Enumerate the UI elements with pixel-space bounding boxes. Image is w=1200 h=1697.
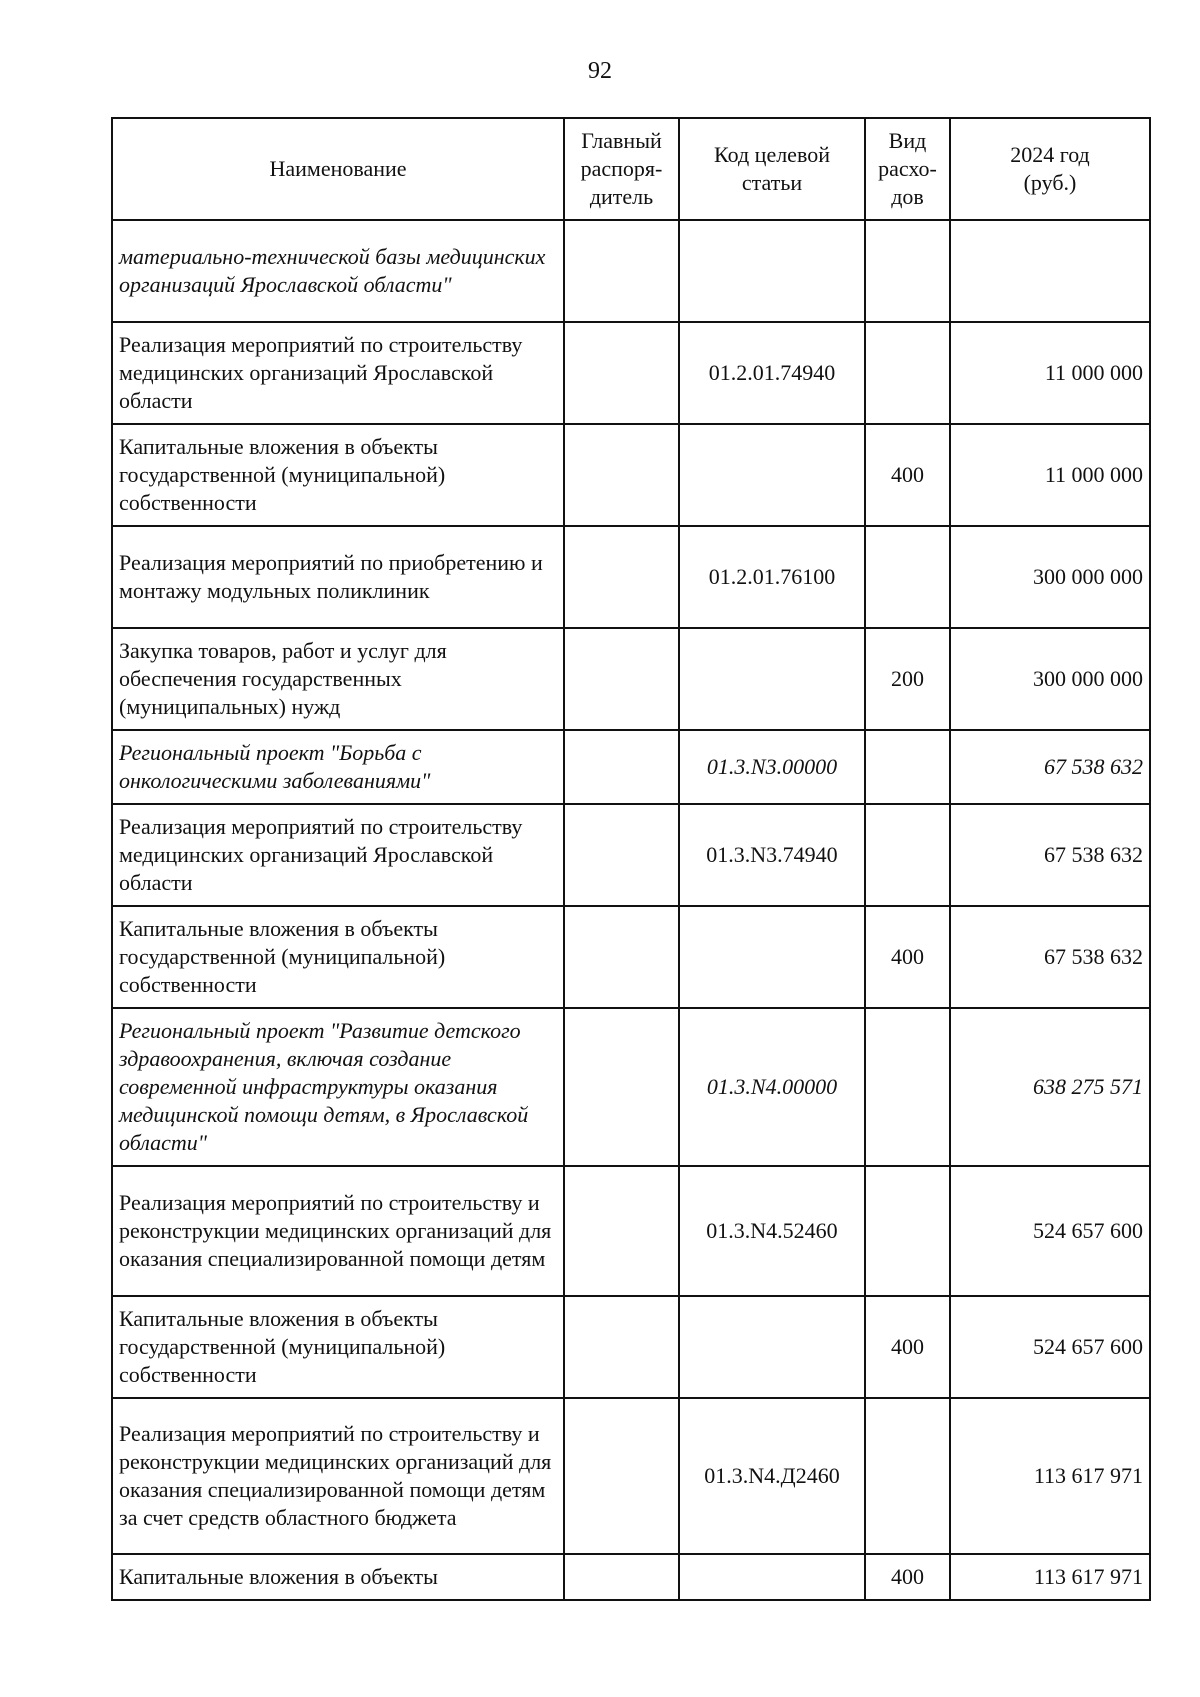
cell-code: 01.3.N4.52460: [679, 1166, 865, 1296]
table-row: [112, 1398, 1150, 1554]
table-header-row: [112, 118, 1150, 220]
cell-manager: [564, 526, 679, 628]
table-row: [112, 730, 1150, 804]
cell-manager: [564, 424, 679, 526]
cell-amount: 67 538 632: [950, 804, 1150, 906]
table-row: [112, 1008, 1150, 1166]
cell-manager: [564, 1166, 679, 1296]
table-row: [112, 1166, 1150, 1296]
cell-amount: 524 657 600: [950, 1166, 1150, 1296]
cell-amount: 300 000 000: [950, 628, 1150, 730]
table-body: [112, 220, 1150, 1600]
cell-code: [679, 628, 865, 730]
table-row: [112, 804, 1150, 906]
cell-kind: [865, 526, 950, 628]
cell-name: Региональный проект "Борьба с онкологическими заболеваниями": [112, 730, 564, 804]
cell-name: Закупка товаров, работ и услуг для обеспечения государственных (муниципальных) нужд: [112, 628, 564, 730]
cell-code: 01.3.N3.00000: [679, 730, 865, 804]
cell-amount: 113 617 971: [950, 1554, 1150, 1600]
cell-name: Капитальные вложения в объекты: [112, 1554, 564, 1600]
table-row: [112, 906, 1150, 1008]
cell-manager: [564, 1008, 679, 1166]
cell-code: [679, 220, 865, 322]
cell-amount: 11 000 000: [950, 424, 1150, 526]
cell-manager: [564, 804, 679, 906]
cell-amount: 300 000 000: [950, 526, 1150, 628]
cell-manager: [564, 220, 679, 322]
cell-kind: [865, 220, 950, 322]
cell-kind: [865, 1166, 950, 1296]
cell-manager: [564, 1398, 679, 1554]
cell-code: [679, 1296, 865, 1398]
cell-kind: [865, 804, 950, 906]
cell-amount: 638 275 571: [950, 1008, 1150, 1166]
table-row: [112, 1296, 1150, 1398]
table-row: [112, 526, 1150, 628]
cell-amount: [950, 220, 1150, 322]
table-row: [112, 628, 1150, 730]
cell-amount: 524 657 600: [950, 1296, 1150, 1398]
cell-manager: [564, 628, 679, 730]
cell-name: Реализация мероприятий по строительству медицинских организаций Ярославской области: [112, 322, 564, 424]
cell-kind: [865, 1398, 950, 1554]
cell-code: [679, 1554, 865, 1600]
cell-kind: 400: [865, 1296, 950, 1398]
header-kind: Вид расхо- дов: [865, 118, 950, 220]
cell-manager: [564, 1296, 679, 1398]
cell-kind: [865, 730, 950, 804]
cell-manager: [564, 730, 679, 804]
cell-manager: [564, 1554, 679, 1600]
header-manager: Главный распоря- дитель: [564, 118, 679, 220]
cell-code: 01.2.01.76100: [679, 526, 865, 628]
cell-code: 01.3.N4.00000: [679, 1008, 865, 1166]
cell-amount: 67 538 632: [950, 730, 1150, 804]
table-row: [112, 424, 1150, 526]
cell-kind: [865, 322, 950, 424]
budget-table: [111, 117, 1151, 1601]
cell-name: Реализация мероприятий по строительству медицинских организаций Ярославской области: [112, 804, 564, 906]
cell-kind: 200: [865, 628, 950, 730]
cell-code: [679, 424, 865, 526]
cell-name: Капитальные вложения в объекты государственной (муниципальной) собственности: [112, 424, 564, 526]
table-row: [112, 322, 1150, 424]
cell-kind: 400: [865, 1554, 950, 1600]
cell-name: Региональный проект "Развитие детского здравоохранения, включая создание современной инфраструктуры оказания медицинской помощи детям, в Ярославской области": [112, 1008, 564, 1166]
table-row: [112, 1554, 1150, 1600]
cell-name: материально-технической базы медицинских организаций Ярославской области": [112, 220, 564, 322]
cell-name: Реализация мероприятий по приобретению и монтажу модульных поликлиник: [112, 526, 564, 628]
header-code: Код целевой статьи: [679, 118, 865, 220]
header-amount: 2024 год (руб.): [950, 118, 1150, 220]
cell-manager: [564, 906, 679, 1008]
cell-code: 01.2.01.74940: [679, 322, 865, 424]
cell-kind: [865, 1008, 950, 1166]
cell-name: Реализация мероприятий по строительству и реконструкции медицинских организаций для оказания специализированной помощи детям за счет средств областного бюджета: [112, 1398, 564, 1554]
header-name: Наименование: [112, 118, 564, 220]
cell-code: [679, 906, 865, 1008]
table-row: [112, 220, 1150, 322]
cell-name: Капитальные вложения в объекты государственной (муниципальной) собственности: [112, 1296, 564, 1398]
page-number: 92: [588, 58, 612, 84]
cell-manager: [564, 322, 679, 424]
cell-kind: 400: [865, 906, 950, 1008]
cell-kind: 400: [865, 424, 950, 526]
cell-code: 01.3.N4.Д2460: [679, 1398, 865, 1554]
cell-name: Реализация мероприятий по строительству и реконструкции медицинских организаций для оказания специализированной помощи детям: [112, 1166, 564, 1296]
cell-amount: 11 000 000: [950, 322, 1150, 424]
cell-code: 01.3.N3.74940: [679, 804, 865, 906]
cell-amount: 67 538 632: [950, 906, 1150, 1008]
cell-amount: 113 617 971: [950, 1398, 1150, 1554]
cell-name: Капитальные вложения в объекты государственной (муниципальной) собственности: [112, 906, 564, 1008]
